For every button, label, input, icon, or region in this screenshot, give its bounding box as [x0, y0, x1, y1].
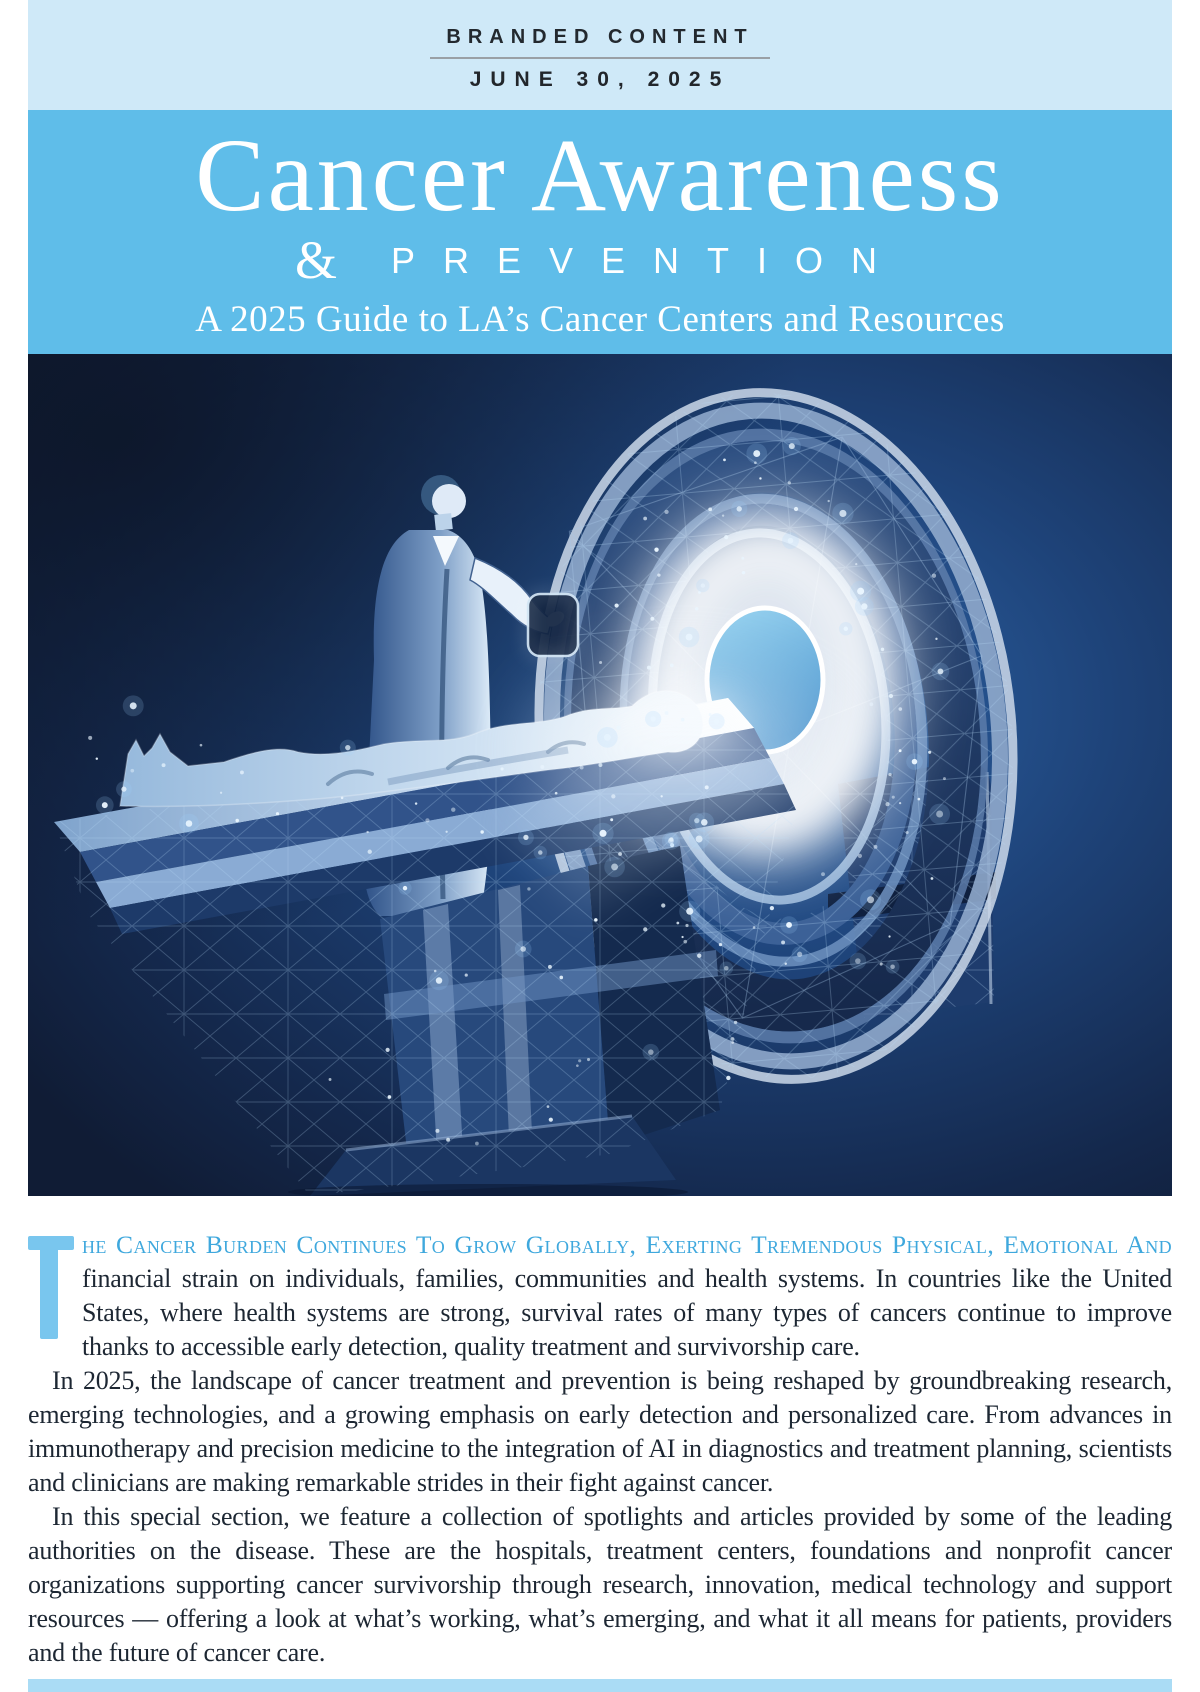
dropcap-T: [28, 1233, 74, 1339]
intro-article: [28, 1228, 1172, 1670]
date-label: JUNE 30, 2025: [469, 68, 731, 91]
lead-smallcaps: he Cancer Burden Continues To Grow Globally, Exerting Tremendous Physical, Emotional And: [82, 1230, 1172, 1259]
title-banner: [28, 110, 1172, 354]
page-title: Cancer Awareness: [195, 118, 1005, 233]
paragraph-3: In this special section, we feature a collection of spotlights and articles provided by some of the leading authorities on the disease. These are the hospitals, treatment centers, foundations and nonprofit cancer organizations supporting cancer survivorship through research, innovation, medical technology and support resources — offering a look at what’s working, what’s emerging, and what it all means for patients, providers and the future of cancer care.: [28, 1502, 1172, 1667]
ct-scanner-svg: [28, 354, 1172, 1196]
magazine-page: [28, 0, 1172, 1692]
ct-scanner-illustration: [28, 354, 1172, 1196]
control-panel: [528, 594, 578, 656]
top-banner: [28, 0, 1172, 110]
paragraph-2: In 2025, the landscape of cancer treatment and prevention is being reshaped by groundbreaking research, emerging technologies, and a growing emphasis on early detection and personalized care. From advances in immunotherapy and precision medicine to the integration of AI in diagnostics and treatment planning, scientists and clinicians are making remarkable strides in their fight against cancer.: [28, 1366, 1172, 1497]
bottom-rule: [28, 1679, 1172, 1692]
subtitle-prevention: PREVENTION: [390, 240, 906, 282]
tagline: A 2025 Guide to LA’s Cancer Centers and Resources: [195, 299, 1005, 341]
branded-content-label: BRANDED CONTENT: [446, 26, 754, 48]
subtitle-row: [28, 230, 1172, 291]
ampersand: &: [294, 230, 337, 291]
paragraph-1: [28, 1228, 1172, 1364]
paragraph-1-rest: financial strain on individuals, families, communities and health systems. In countries like the United States, where health systems are strong, survival rates of many types of cancers continue to improve thanks to accessible early detection, quality treatment and survivorship care.: [82, 1264, 1172, 1361]
kicker-divider: [430, 26, 769, 59]
